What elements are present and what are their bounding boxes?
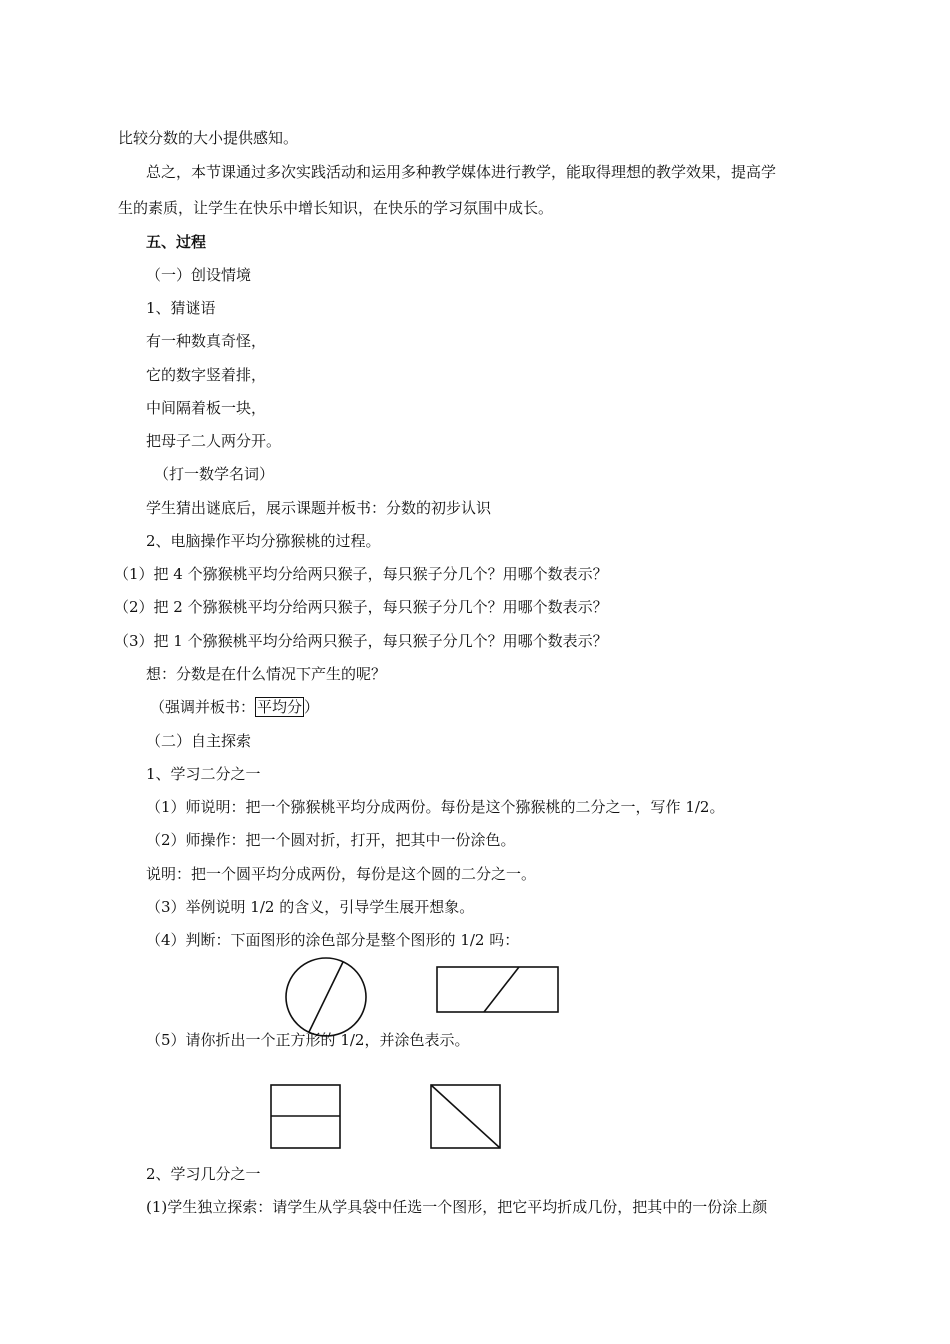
question-line: （3）把 1 个猕猴桃平均分给两只猴子，每只猴子分几个？用哪个数表示？ <box>114 632 608 650</box>
paragraph-line: 说明：把一个圆平均分成两份，每份是这个圆的二分之一。 <box>146 865 537 883</box>
item-heading: 1、猜谜语 <box>146 299 216 317</box>
rectangle-divider <box>484 967 519 1012</box>
paragraph-line: 学生猜出谜底后，展示课题并板书：分数的初步认识 <box>146 499 492 517</box>
item-heading: 1、学习二分之一 <box>146 765 261 783</box>
paragraph-line: 比较分数的大小提供感知。 <box>118 129 299 147</box>
riddle-line: 把母子二人两分开。 <box>146 432 282 450</box>
emphasis-line <box>150 697 319 717</box>
paragraph-line: （2）师操作：把一个圆对折，打开，把其中一份涂色。 <box>146 831 516 849</box>
paragraph-line: （4）判断：下面图形的涂色部分是整个图形的 1/2 吗： <box>146 931 520 949</box>
circle-divider <box>309 962 343 1032</box>
riddle-line: 中间隔着板一块， <box>146 399 267 417</box>
item-heading: 2、电脑操作平均分猕猴桃的过程。 <box>146 532 381 550</box>
paragraph-line: （3）举例说明 1/2 的含义，引导学生展开想象。 <box>146 898 475 916</box>
subsection-heading: （二）自主探索 <box>146 732 252 750</box>
boxed-term: 平均分 <box>257 698 303 716</box>
riddle-hint: （打一数学名词） <box>154 465 275 483</box>
square-diagonal-line <box>431 1085 500 1148</box>
square-diagonal-fold-figure <box>430 1084 502 1150</box>
paragraph-line: 生的素质，让学生在快乐中增长知识，在快乐的学习氛围中成长。 <box>118 199 554 217</box>
rectangle-figure <box>436 966 560 1014</box>
paragraph-line: （1）师说明：把一个猕猴桃平均分成两份。每份是这个猕猴桃的二分之一，写作 1/2。 <box>146 798 725 816</box>
question-line: （1）把 4 个猕猴桃平均分给两只猴子，每只猴子分几个？用哪个数表示？ <box>114 565 608 583</box>
paragraph-line: (1)学生独立探索：请学生从学具袋中任选一个图形，把它平均折成几份，把其中的一份涂上颜 <box>146 1198 768 1216</box>
square-horizontal-fold-figure <box>270 1084 342 1150</box>
emphasis-prefix: （强调并板书： <box>150 698 256 716</box>
circle-figure <box>284 955 368 1039</box>
paragraph-line: 想：分数是在什么情况下产生的呢？ <box>146 665 387 683</box>
item-heading: 2、学习几分之一 <box>146 1165 261 1183</box>
section-heading: 五、过程 <box>146 233 207 251</box>
riddle-line: 有一种数真奇怪， <box>146 332 267 350</box>
subsection-heading: （一）创设情境 <box>146 266 252 284</box>
riddle-line: 它的数字竖着排， <box>146 366 267 384</box>
paragraph-line: （5）请你折出一个正方形的 1/2，并涂色表示。 <box>146 1031 470 1049</box>
paragraph-line: 总之，本节课通过多次实践活动和运用多种教学媒体进行教学，能取得理想的教学效果，提高学 <box>146 163 777 181</box>
rectangle-shape <box>437 967 558 1012</box>
question-line: （2）把 2 个猕猴桃平均分给两只猴子，每只猴子分几个？用哪个数表示？ <box>114 598 608 616</box>
emphasis-suffix: ） <box>304 698 320 716</box>
